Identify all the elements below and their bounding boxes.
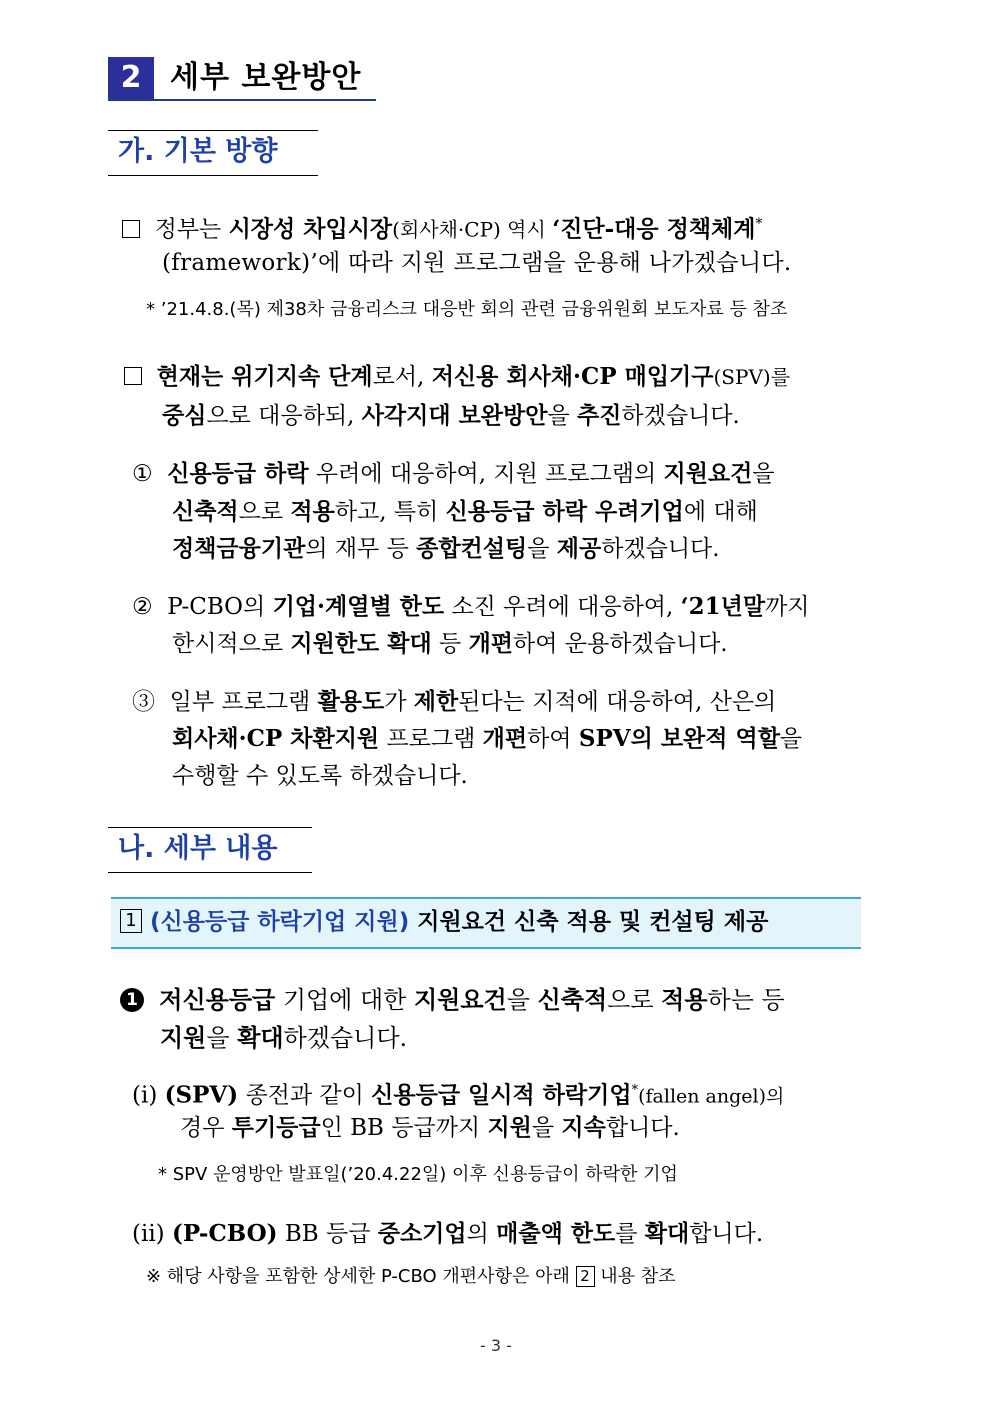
subheading-a: 가. 기본 방향 (118, 136, 278, 167)
text: (회사채·CP) 역시 (392, 217, 553, 242)
text: 하겠습니다. (621, 403, 740, 429)
item-mark: ② (132, 594, 153, 620)
emph: 지원한도 확대 (290, 630, 432, 657)
text: (fallen angel)의 (638, 1085, 785, 1108)
emph: 매출액 한도 (496, 1220, 616, 1247)
text: 의 (466, 1221, 497, 1247)
para2-line2 (162, 400, 740, 432)
emph: 개편 (482, 725, 528, 752)
text: 을 (506, 986, 538, 1014)
text: 으로 (607, 986, 662, 1014)
text: 하고, 특히 (334, 499, 446, 525)
text: P-CBO의 (167, 594, 273, 620)
text: 프로그램 (379, 726, 483, 752)
para1-line2: (framework)’에 따라 지원 프로그램을 운용해 나가겠습니다. (162, 250, 792, 276)
emph: 지원 (487, 1114, 532, 1141)
text: 내용 참조 (594, 1266, 676, 1287)
item-mark: ① (132, 461, 153, 487)
point1-line2 (160, 1022, 407, 1054)
emph: 추진 (576, 402, 622, 429)
page-number: - 3 - (480, 1336, 512, 1355)
emph: 지속 (561, 1114, 606, 1141)
emph: 신용등급 하락 (167, 460, 309, 487)
text: 우려에 대응하여, 지원 프로그램의 (308, 461, 664, 487)
emph: 투기등급 (231, 1114, 321, 1141)
text: 하겠습니다. (601, 536, 720, 562)
text: 하는 등 (707, 986, 785, 1014)
emph: 현재는 (156, 363, 232, 390)
emph: (SPV) (164, 1081, 239, 1109)
sub-i-footnote: * SPV 운영방안 발표일(’20.4.22일) 이후 신용등급이 하락한 기업 (158, 1164, 678, 1185)
text: (i) (132, 1082, 165, 1109)
section-number: 2 (108, 57, 154, 99)
text: 합니다. (689, 1221, 764, 1247)
emph: 활용도 (317, 688, 385, 715)
item2-line1 (132, 591, 810, 623)
para2-line1 (124, 361, 790, 393)
footnote-mark: * (631, 1083, 639, 1098)
emph: 종합컨설팅 (416, 535, 528, 562)
emph: 적용 (661, 985, 708, 1014)
text: 인 BB 등급까지 (320, 1115, 488, 1141)
emph: 저신용 회사채·CP 매입기구 (431, 363, 714, 390)
text: BB 등급 (277, 1221, 378, 1247)
item2-line2 (172, 628, 728, 660)
text: 기업에 대한 (275, 986, 414, 1014)
item3-line1 (132, 686, 776, 718)
text: 합니다. (605, 1115, 680, 1141)
section-title: 세부 보완방안 (170, 60, 362, 95)
item3-line2 (172, 723, 802, 755)
emph: 위기지속 단계 (231, 363, 373, 390)
subheading-b: 나. 세부 내용 (118, 833, 278, 864)
item1-line3 (172, 533, 720, 565)
emph: 지원요건 (414, 985, 507, 1014)
text: 에 대해 (683, 499, 758, 525)
text: 일부 프로그램 (169, 689, 318, 715)
item-box-highlight: (신용등급 하락기업 지원) (150, 909, 410, 935)
emph: 신용등급 하락 우려기업 (445, 498, 684, 525)
text: 을 (531, 1115, 562, 1141)
text: 한시적으로 (172, 631, 291, 657)
emph: 기업·계열별 한도 (272, 593, 445, 620)
para1-footnote: * ’21.4.8.(목) 제38차 금융리스크 대응반 회의 관련 금융위원회 보도자료 등 참조 (146, 299, 788, 320)
emph: 신축적 (537, 985, 608, 1014)
footnote-mark: * (755, 216, 763, 232)
text: 하겠습니다. (283, 1024, 408, 1052)
emph: 적용 (290, 498, 335, 525)
text: 가 (384, 689, 414, 715)
emph: 정책금융기관 (172, 535, 306, 562)
item-mark: ③ (132, 689, 155, 715)
text: (ii) (132, 1221, 172, 1247)
text: 을 (779, 726, 803, 752)
emph: 확대 (644, 1220, 690, 1247)
emph: 개편 (468, 630, 514, 657)
text: 소진 우려에 대응하여, (444, 594, 681, 620)
emph: 제공 (556, 535, 602, 562)
checkbox-icon (122, 220, 140, 238)
para1-line1 (122, 208, 763, 246)
text: 하여 운용하겠습니다. (513, 631, 728, 657)
emph: 저신용등급 (159, 985, 276, 1014)
text: 를 (615, 1221, 645, 1247)
item-box-text: 지원요건 신축 적용 및 컨설팅 제공 (409, 909, 769, 935)
item1-line1 (132, 458, 775, 490)
emph: 지원 (160, 1023, 207, 1052)
item-number: 1 (120, 909, 142, 933)
text: 된다는 지적에 대응하여, 산은의 (458, 689, 777, 715)
item3-line3: 수행할 수 있도록 하겠습니다. (172, 763, 468, 789)
emph: (P-CBO) (171, 1220, 278, 1247)
emph: 제한 (413, 688, 459, 715)
item-box-title (120, 905, 768, 939)
text: 으로 대응하되, (206, 403, 362, 429)
text: 을 (547, 403, 577, 429)
emph: 회사채·CP 차환지원 (172, 725, 380, 752)
emph: 중심 (162, 402, 207, 429)
text: 정부는 (154, 216, 229, 243)
text: 을 (206, 1024, 238, 1052)
point1-line1 (120, 984, 785, 1016)
sub-ii-line1 (132, 1218, 763, 1250)
emph: 중소기업 (377, 1220, 467, 1247)
emph: ‘진단-대응 정책체계 (552, 215, 756, 243)
bullet-number-icon: 1 (120, 988, 144, 1012)
text: 하여 (527, 726, 579, 752)
text: 로서, (372, 364, 432, 390)
checkbox-icon (124, 367, 142, 385)
emph: 사각지대 보완방안 (361, 402, 548, 429)
text: 까지 (765, 594, 810, 620)
text: 종전과 같이 (238, 1082, 372, 1109)
text: 경우 (180, 1115, 232, 1141)
item1-line2 (172, 496, 758, 528)
text: 으로 (238, 499, 291, 525)
text: 의 재무 등 (305, 536, 417, 562)
text: 을 (527, 536, 557, 562)
emph: 신용등급 일시적 하락기업 (371, 1081, 632, 1109)
text: 을 (752, 461, 775, 487)
emph: 시장성 차입시장 (228, 215, 393, 243)
sub-i-line1 (132, 1075, 784, 1113)
text: 등 (431, 631, 469, 657)
emph: 신축적 (172, 498, 239, 525)
text: ※ 해당 사항을 포함한 상세한 P-CBO 개편사항은 아래 (146, 1266, 576, 1287)
text: (SPV)를 (713, 365, 791, 389)
emph: 확대 (237, 1023, 284, 1052)
emph: SPV의 보완적 역할 (578, 725, 780, 752)
sub-i-line2 (180, 1112, 680, 1144)
emph: ‘21년말 (680, 593, 766, 620)
reference-number: 2 (576, 1266, 595, 1287)
emph: 지원요건 (663, 460, 753, 487)
sub-ii-reference-note (146, 1264, 676, 1290)
